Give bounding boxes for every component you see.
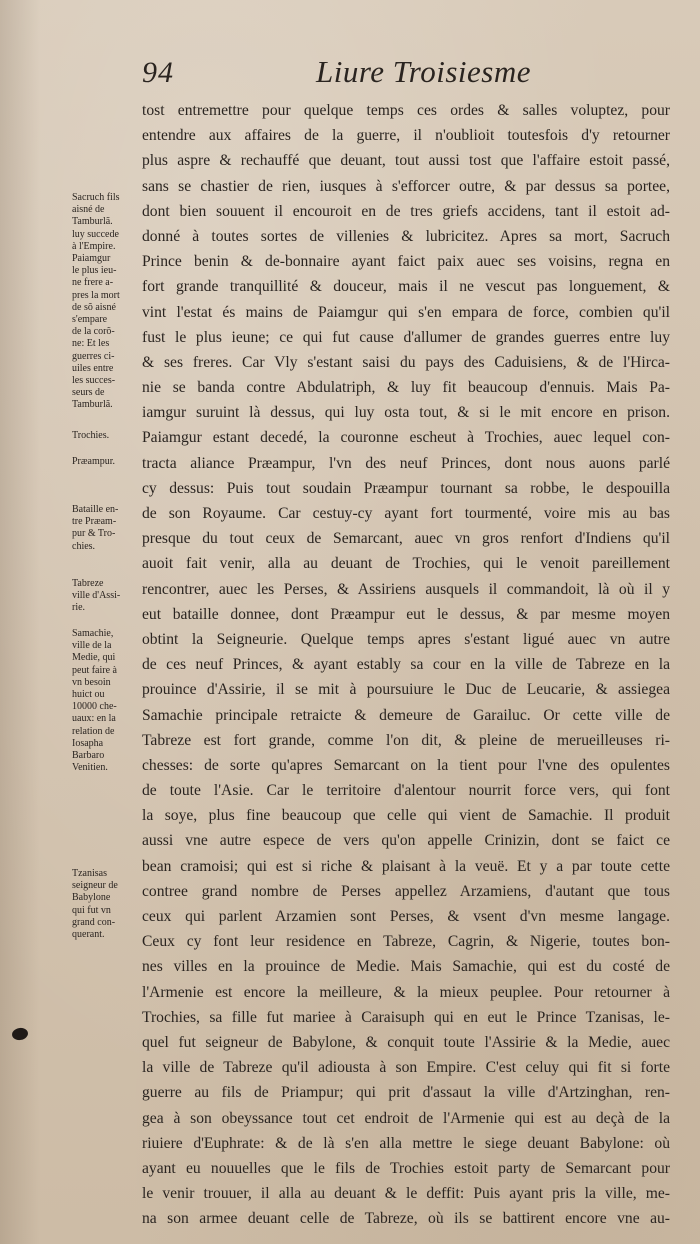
text-line: ceux qui parlent Arzamien sont Perses, & vsent d'vn mesme langage.	[142, 908, 670, 925]
text-line: fust le plus ieune; ce qui fut cause d'allumer de grandes guerres entre luy	[142, 328, 670, 346]
text-line: cy dessus: Puis tout soudain Præampur tournant sa robbe, le despouilla	[142, 479, 670, 497]
text-line: la ville de Tabreze qu'il adiousta à son Empire. C'est celuy qui fit si forte	[142, 1059, 670, 1077]
margin-note	[72, 628, 142, 774]
text-line: entendre aux affaires de la guerre, il n'oublioit toutesfois d'y retourner	[142, 127, 670, 145]
page-number: 94	[142, 56, 174, 89]
text-line: eut bataille donnee, dont Præampur eut le dessus, & par mesme moyen	[142, 605, 670, 623]
text-line: de son Royaume. Car cestuy-cy ayant fort tourmenté, voire mis au bas	[142, 505, 670, 522]
text-line: contree grand nombre de Perses appellez Arzamiens, d'autant que tous	[142, 882, 670, 900]
text-line: sans se chastier de rien, iusques à s'efforcer outre, & par dessus sa portee,	[142, 177, 670, 195]
text-line: Samachie principale retraicte & demeure de Garailuc. Or cette ville de	[142, 706, 670, 724]
text-line: gea à son obeyssance tout cet endroit de l'Armenie qui est au deçà de la	[142, 1109, 670, 1127]
text-line: tost entremettre pour quelque temps ces ordes & salles voluptez, pour	[142, 102, 670, 119]
text-line: la soye, plus fine beaucoup que celle qui vient de Samachie. Il produit	[142, 807, 670, 825]
margin-note-line: à l'Empire.	[72, 240, 116, 252]
text-line: l'Armenie est encore la meilleure, & la mieux peuplee. Pour retourner à	[142, 983, 670, 1001]
margin-note-line: uaux: en la	[72, 713, 116, 725]
margin-note-line: Sacruch fils	[72, 192, 120, 203]
margin-note	[72, 868, 142, 941]
margin-note-line: huict ou	[72, 689, 105, 701]
margin-note-line: Trochies.	[72, 430, 110, 441]
margin-note-line: vn besoin	[72, 676, 111, 688]
gutter-shadow	[0, 0, 40, 1244]
margin-note-line: Tamburlã.	[72, 216, 113, 228]
text-line: iamgur suruint là dessus, qui luy osta tout, & si le mit encore en prison.	[142, 404, 670, 422]
margin-note-line: pres la mort	[72, 289, 120, 301]
margin-note-line: seigneur de	[72, 880, 118, 892]
text-line: Prince benin & de-bonnaire ayant faict paix auec ses voisins, regna en	[142, 253, 670, 271]
text-line: tracta aliance Præampur, l'vn des neuf Princes, dont nous auons parlé	[142, 454, 670, 472]
margin-note-line: Tabreze	[72, 578, 104, 589]
text-line: obtint la Seigneurie. Quelque temps apres s'estant ligué auec vn autre	[142, 630, 670, 648]
margin-note-line: luy succede	[72, 228, 119, 240]
text-line: Tabreze est fort grande, comme l'on dit, & pleine de merueilleuses ri-	[142, 731, 670, 749]
text-line: riuiere d'Euphrate: & de là s'en alla mettre le siege deuant Babylone: où	[142, 1134, 670, 1152]
text-line: de toute l'Asie. Car le territoire d'alentour nourrit force vers, qui font	[142, 782, 670, 800]
text-line: auoit fait venir, alla au deuant de Trochies, qui le venoit pareillement	[142, 555, 670, 573]
margin-note	[72, 578, 142, 615]
text-line: ayant eu nouuelles que le fils de Trochies estoit party de Semarcant pour	[142, 1159, 670, 1177]
text-line: bean cramoisi; qui est si riche & plaisant à la veuë. Et y a par toute cette	[142, 857, 670, 875]
margin-note-line: querant.	[72, 929, 105, 941]
margin-note-line: rie.	[72, 602, 86, 614]
margin-note-line: Tamburlã.	[72, 399, 113, 411]
margin-note-line: seurs de	[72, 387, 105, 399]
margin-note-line: Tzanisas	[72, 868, 107, 879]
text-line: fort grande tranquillité & douceur, mais il ne vescut pas longuement, &	[142, 278, 670, 296]
margin-note-line: Samachie,	[72, 628, 114, 639]
margin-note-line: s'empare	[72, 314, 108, 326]
text-line: donné à toutes sortes de villenies & lubricitez. Apres sa mort, Sacruch	[142, 227, 670, 245]
margin-note-line: uiles entre	[72, 362, 114, 374]
margin-note-line: le plus ieu-	[72, 265, 117, 277]
margin-note-line: les succes-	[72, 375, 116, 387]
margin-note-line: Iosapha	[72, 737, 104, 749]
text-line: nie se banda contre Abdulatriph, & luy fit beaucoup d'ennuis. Mais Pa-	[142, 379, 670, 397]
text-line: dont bien souuent il encouroit en de tres griefs accidens, tant il estoit ad-	[142, 202, 670, 220]
margin-note-line: aisné de	[72, 204, 105, 216]
margin-note-line: de la corõ-	[72, 326, 115, 338]
text-line: Ceux cy font leur residence en Tabreze, Cagrin, & Nigerie, toutes bon-	[142, 933, 670, 951]
margin-note-line: 10000 che-	[72, 701, 117, 713]
margin-note-line: ville d'Assi-	[72, 590, 121, 602]
text-line: de ces neuf Princes, & ayant estably sa cour en la ville de Tabreze en la	[142, 656, 670, 674]
text-line: Paiamgur estant decedé, la couronne escheut à Trochies, auec lequel con-	[142, 429, 670, 447]
margin-note-line: relation de	[72, 725, 115, 737]
margin-note-line: Paiamgur	[72, 253, 111, 265]
margin-note-line: Præampur.	[72, 456, 116, 467]
margin-note	[72, 192, 142, 412]
margin-note-line: Babylone	[72, 892, 111, 904]
text-line: prouince d'Assirie, il se mit à poursuiure le Duc de Leucarie, & assiegea	[142, 681, 670, 699]
running-title: Liure Troisiesme	[316, 54, 531, 89]
body-text	[142, 98, 670, 1231]
margin-note-line: tre Præam-	[72, 516, 117, 528]
text-line: na son armee deuant celle de Tabreze, où ils se battirent encore vne au-	[142, 1210, 670, 1228]
margin-note-line: Barbaro	[72, 750, 105, 762]
margin-note-line: Venitien.	[72, 762, 108, 774]
text-line: Trochies, sa fille fut mariee à Caraisuph qui en eut le Prince Tzanisas, le-	[142, 1008, 670, 1026]
text-line: chesses: de sorte qu'apres Semarcant on la tient pour l'vne des opulentes	[142, 756, 670, 774]
text-line: plus aspre & rechauffé que deuant, tout aussi tost que l'affaire estoit passé,	[142, 152, 670, 170]
text-line: aussi vne autre espece de vers qu'on appelle Crinizin, dont se faict ce	[142, 832, 670, 850]
margin-note-line: ne: Et les	[72, 338, 110, 350]
margin-note-line: ne frere a-	[72, 277, 114, 289]
text-line: rencontrer, auec les Perses, & Assiriens ausquels il commandoit, là où il y	[142, 580, 670, 598]
margin-note-line: peut faire à	[72, 664, 117, 676]
text-line: le venir trouuer, il alla au deuant & le deffit: Puis ayant pris la ville, me-	[142, 1185, 670, 1203]
text-line: presque du tout ceux de Semarcant, auec vn gros renfort d'Indiens qu'il	[142, 530, 670, 548]
text-line: nes villes en la prouince de Medie. Mais Samachie, qui est du costé de	[142, 958, 670, 976]
margin-note-line: grand con-	[72, 916, 116, 928]
margin-note	[72, 456, 142, 468]
text-line: & ses freres. Car Vly s'estant saisi du pays des Caduisiens, & de l'Hirca-	[142, 353, 670, 371]
page-header	[140, 54, 531, 96]
margin-note-line: ville de la	[72, 640, 112, 652]
margin-note-line: de sõ aisné	[72, 301, 116, 313]
text-line: vint l'estat és mains de Paiamgur qui s'en empara de force, combien qu'il	[142, 303, 670, 321]
margin-note-line: Bataille en-	[72, 504, 119, 515]
margin-note	[72, 504, 142, 553]
margin-note	[72, 430, 142, 442]
margin-note-line: pur & Tro-	[72, 528, 116, 540]
margin-note-line: Medie, qui	[72, 652, 116, 664]
margin-note-line: qui fut vn	[72, 904, 111, 916]
text-line: quel fut seigneur de Babylone, & conquit toute l'Assirie & la Medie, auec	[142, 1033, 670, 1051]
margin-note-line: guerres ci-	[72, 350, 115, 362]
text-line: guerre au fils de Priampur; qui prit d'assaut la ville d'Artzinghan, ren-	[142, 1084, 670, 1102]
margin-note-line: chies.	[72, 540, 96, 552]
